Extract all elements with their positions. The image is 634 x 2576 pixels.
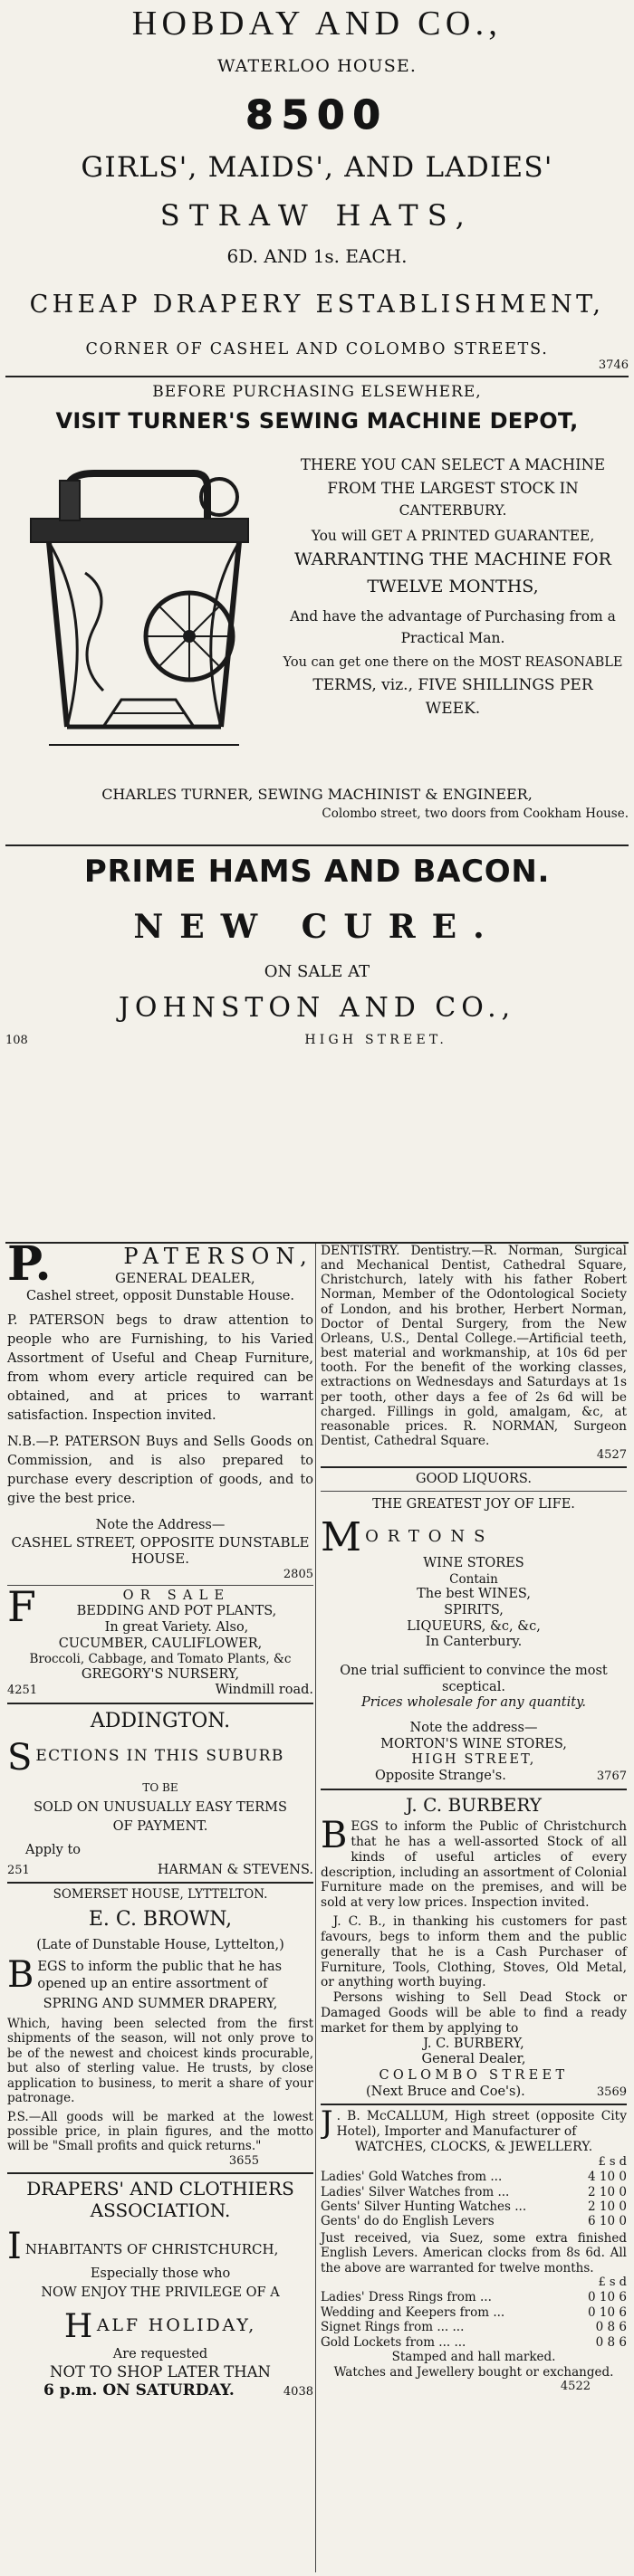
turner-sig: CHARLES TURNER, SEWING MACHINIST & ENGINEER, (101, 786, 533, 803)
price-row (321, 2170, 627, 2184)
burbery-street: COLOMBO STREET (379, 2068, 569, 2084)
brown-drapery: SPRING AND SUMMER DRAPERY, (43, 1997, 278, 2012)
turner-advert (5, 383, 629, 841)
addington-advert (7, 1710, 313, 1878)
drapers-line: Especially those who (90, 2266, 231, 2281)
hobday-advert (5, 4, 629, 372)
dentistry-advert (321, 1244, 627, 1463)
newspaper-page (0, 4, 634, 2576)
burbery-name: J. C. BURBERY (405, 1793, 543, 1816)
mortons-note: Note the address— (409, 1720, 538, 1735)
mortons-stores: WINE STORES (423, 1556, 524, 1571)
forsale-advert (7, 1589, 313, 1700)
addington-title: ADDINGTON. (90, 1710, 231, 1733)
addington-line: ECTIONS IN THIS SUBURB (35, 1746, 284, 1765)
price-value: 0 8 6 (595, 2320, 627, 2335)
mortons-name: ORTONS (365, 1527, 495, 1547)
turner-line: TWELVE MONTHS, (367, 576, 539, 596)
divider (7, 1703, 313, 1704)
mortons-addr: MORTON'S WINE STORES, (380, 1736, 567, 1751)
hobday-price: 6D. AND 1s. EACH. (226, 245, 408, 267)
forsale-nursery: GREGORY'S NURSERY, (81, 1666, 240, 1682)
burbery-cap: B (321, 1819, 348, 1857)
divider (7, 1585, 313, 1586)
drapers-line: ALF HOLIDAY, (96, 2315, 257, 2336)
forsale-line: In great Variety. Also, (104, 1619, 249, 1635)
mccallum-head: £ s d (598, 2155, 627, 2170)
price-value: 2 10 0 (588, 2199, 627, 2214)
turner-line: TERMS, viz., FIVE SHILLINGS PER (312, 675, 593, 694)
paterson-body: P. PATERSON begs to draw attention to people who are Furnishing, to his Varied Assortment of Useful and Cheap Furniture, from whom every article required can be obtained, and at prices to warrant satisfaction. Inspection invited. (7, 1313, 313, 1424)
price-item: Gold Lockets from ... ... (321, 2334, 466, 2350)
brown-body: EGS to inform the public that he has opened up an entire assortment of (37, 1960, 283, 1992)
addington-apply: Apply to (25, 1842, 82, 1857)
paterson-note: Note the Address— (95, 1518, 226, 1533)
drapers-line: Are requested (112, 2347, 208, 2362)
drapers-line: NOW ENJOY THE PRIVILEGE OF A (41, 2285, 280, 2301)
divider (5, 376, 629, 377)
price-item: Gents' do do English Levers (321, 2214, 495, 2229)
price-row (321, 2214, 627, 2228)
price-row (321, 2305, 627, 2320)
turner-before: BEFORE PURCHASING ELSEWHERE, (152, 383, 482, 401)
mortons-joy: THE GREATEST JOY OF LIFE. (372, 1496, 575, 1512)
forsale-cap: F (7, 1588, 36, 1631)
mortons-spirits: SPIRITS, (444, 1602, 504, 1617)
hams-ref: 108 (5, 1034, 28, 1047)
column-rule (315, 1244, 316, 2572)
addington-line: SOLD ON UNUSUALLY EASY TERMS (34, 1799, 287, 1815)
brown-advert (7, 1887, 313, 2168)
mortons-advert (321, 1472, 627, 1785)
divider (7, 2172, 313, 2174)
drapers-hcap: H (63, 2308, 93, 2346)
price-item: Gents' Silver Hunting Watches ... (321, 2199, 527, 2214)
mccallum-advert (321, 2109, 627, 2393)
divider (321, 1466, 627, 1468)
brown-cap: B (7, 1959, 34, 1994)
turner-line: THERE YOU CAN SELECT A MACHINE (300, 456, 606, 473)
forsale-line: BEDDING AND POT PLANTS, (76, 1604, 277, 1619)
divider (5, 844, 629, 846)
drapers-title: DRAPERS' AND CLOTHIERS ASSOCIATION. (26, 2177, 294, 2221)
hobday-house: WATERLOO HOUSE. (216, 56, 418, 76)
price-item: Ladies' Dress Rings from ... (321, 2290, 492, 2305)
burbery-body3: Persons wishing to Sell Dead Stock or Damaged Goods will be able to find a ready market for them by applying to (321, 1990, 627, 2036)
mccallum-stamped: Stamped and hall marked. (391, 2350, 556, 2365)
paterson-cap: P. (7, 1244, 52, 1287)
price-row (321, 2335, 627, 2350)
turner-line: And have the advantage of Purchasing from a (290, 608, 616, 625)
turner-text (277, 453, 629, 720)
hams-street: HIGH STREET. (304, 1033, 447, 1047)
turner-headline: VISIT TURNER'S SEWING MACHINE DEPOT, (55, 408, 579, 434)
drapers-line: NOT TO SHOP LATER THAN (50, 2362, 271, 2380)
brown-body2: Which, having been selected from the first shipments of the season, will not only prove to be of the newest and choicest kinds procurable, but also of sterling value. He trusts, by close application to business, to merit a share of your patronage. (7, 2016, 313, 2106)
burbery-dealer: General Dealer, (421, 2052, 526, 2067)
paterson-ref: 2805 (283, 1567, 313, 1581)
brown-ref: 3655 (228, 2153, 259, 2168)
price-item: Wedding and Keepers from ... (321, 2304, 505, 2320)
hams-firm: JOHNSTON AND CO., (118, 992, 516, 1024)
mortons-cant: In Canterbury. (425, 1635, 523, 1650)
divider (321, 1491, 627, 1492)
divider (321, 1789, 627, 1790)
price-row (321, 2320, 627, 2334)
burbery-body: EGS to inform the Public of Christchurch that he has a well-assorted Stock of all kinds of useful articles of every description, including an assortment of Colonial Furniture made on the premises, and will be sold at very low prices. Inspection invited. (321, 1819, 627, 1911)
forsale-footer (7, 1683, 313, 1699)
turner-line: WEEK. (425, 699, 481, 718)
addington-ref: 251 (7, 1863, 30, 1877)
price-row (321, 2185, 627, 2199)
addington-firm: HARMAN & STEVENS. (157, 1862, 313, 1877)
mortons-contain: Contain (449, 1571, 498, 1587)
sewing-machine-illustration (13, 455, 275, 776)
mccallum-repair: Watches and Jewellery bought or exchanged. (333, 2364, 614, 2380)
drapers-cap: I (7, 2229, 22, 2263)
divider (7, 1882, 313, 1884)
drapers-line: 6 p.m. ON SATURDAY. (43, 2380, 235, 2399)
dentistry-ref: 4527 (596, 1448, 627, 1463)
mortons-cap: M (321, 1520, 362, 1557)
burbery-advert (321, 1794, 627, 2101)
addington-footer (7, 1863, 313, 1879)
drapers-advert (7, 2178, 313, 2400)
paterson-name: PATERSON, (123, 1244, 313, 1269)
mortons-ref: 3767 (596, 1770, 627, 1784)
turner-line: CANTERBURY. (399, 502, 507, 520)
addington-line: OF PAYMENT. (112, 1819, 208, 1835)
brown-late: (Late of Dunstable House, Lyttelton,) (36, 1937, 284, 1952)
forsale-line: Broccoli, Cabbage, and Tomato Plants, &c (29, 1652, 292, 1667)
burbery-footer (321, 2085, 627, 2101)
price-value: 0 8 6 (595, 2334, 627, 2350)
divider (321, 2104, 627, 2105)
hobday-line2: STRAW HATS, (159, 198, 475, 233)
turner-line: FROM THE LARGEST STOCK IN (327, 479, 579, 497)
forsale-head: OR SALE (122, 1588, 231, 1603)
price-value: 0 10 6 (588, 2290, 627, 2305)
dentistry-body: DENTISTRY. Dentistry.—R. Norman, Surgical and Mechanical Dentist, Cathedral Square, Christchurch, lately with his father Robert Norman, Member of the Odontological Society of London, and his brother, Herbert Norman, Doctor of Dental Surgery, from the New Orleans, U.S., Dental College.—Artificial teeth, best material and workmanship, at 10s 6d per tooth. For the benefit of the working classes, extractions on Wednesdays and Saturdays at 1s per tooth, other days a fee of 2s 6d will be charged. Fillings in gold, amalgam, &c, at reasonable prices. R. NORMAN, Surgeon Dentist, Cathedral Square. (321, 1244, 627, 1449)
brown-name: E. C. BROWN, (88, 1907, 233, 1931)
mccallum-head: £ s d (598, 2275, 627, 2290)
burbery-ref: 3569 (596, 2085, 627, 2099)
drapers-ref: 4038 (283, 2384, 313, 2399)
right-column (321, 1244, 627, 2394)
hams-footer (5, 1033, 629, 1047)
paterson-advert (7, 1244, 313, 1582)
drapers-line: NHABITANTS OF CHRISTCHURCH, (24, 2240, 279, 2257)
addington-cap: S (7, 1741, 33, 1774)
hobday-title: HOBDAY AND CO., (131, 5, 503, 43)
mccallum-intro: . B. McCALLUM, High street (opposite City Hotel), Importer and Manufacturer of (336, 2109, 627, 2140)
mccallum-note: Just received, via Suez, some extra finished English Levers. American clocks from 8s 6d. All the above are warranted for twelve months. (321, 2230, 627, 2275)
hobday-ref: 3746 (598, 358, 629, 372)
paterson-address: Cashel street, opposit Dunstable House. (26, 1288, 294, 1303)
turner-line: Practical Man. (400, 630, 505, 647)
mortons-prices: Prices wholesale for any quantity. (361, 1695, 586, 1711)
mortons-liqueurs: LIQUEURS, &c, &c, (407, 1618, 541, 1634)
price-row (321, 2290, 627, 2304)
price-value: 4 10 0 (588, 2170, 627, 2185)
mccallum-ref: 4522 (560, 2380, 591, 2394)
mortons-addr: HIGH STREET, (411, 1752, 536, 1768)
ring-price-table (321, 2290, 627, 2350)
price-item: Ladies' Gold Watches from ... (321, 2170, 503, 2185)
turner-address: Colombo street, two doors from Cookham House. (322, 806, 629, 821)
turner-line: You can get one there on the MOST REASONABLE (283, 655, 623, 671)
paterson-nb: N.B.—P. PATERSON Buys and Sells Goods on Commission, and is also prepared to purchase every description of goods, and to give the best price. (7, 1435, 313, 1507)
addington-line: TO BE (142, 1780, 178, 1794)
mortons-trial: One trial sufficient to convince the most sceptical. (340, 1663, 608, 1694)
hobday-line1: GIRLS', MAIDS', AND LADIES' (81, 151, 553, 184)
left-column (7, 1244, 313, 2400)
hams-newcure: NEW CURE. (133, 908, 501, 946)
paterson-street: CASHEL STREET, OPPOSITE DUNSTABLE HOUSE. (11, 1534, 310, 1568)
mccallum-title: WATCHES, CLOCKS, & JEWELLERY. (354, 2140, 593, 2155)
price-value: 0 10 6 (588, 2304, 627, 2320)
forsale-line: CUCUMBER, CAULIFLOWER, (58, 1636, 263, 1651)
hobday-corner: CORNER OF CASHEL AND COLOMBO STREETS. (85, 340, 549, 358)
price-row (321, 2199, 627, 2214)
price-item: Signet Rings from ... ... (321, 2320, 465, 2335)
paterson-dealer: GENERAL DEALER, (114, 1270, 255, 1287)
brown-ps: P.S.—All goods will be marked at the lowest possible price, in plain figures, and the motto will be "Small profits and quick returns." (7, 2109, 313, 2154)
burbery-sig: J. C. BURBERY, (423, 2036, 524, 2051)
sewing-machine-icon (13, 455, 275, 772)
price-value: 2 10 0 (588, 2184, 627, 2199)
hams-advert (5, 854, 629, 1047)
hobday-cheap: CHEAP DRAPERY ESTABLISHMENT, (29, 291, 605, 319)
price-value: 6 10 0 (588, 2214, 627, 2229)
watch-price-table (321, 2170, 627, 2229)
mortons-best: The best WINES, (417, 1587, 531, 1602)
forsale-ref: 4251 (7, 1684, 38, 1698)
turner-line: WARRANTING THE MACHINE FOR (294, 549, 611, 570)
hobday-count: 8500 (245, 92, 389, 138)
brown-house: SOMERSET HOUSE, LYTTELTON. (53, 1887, 268, 1903)
price-item: Ladies' Silver Watches from ... (321, 2184, 510, 2199)
forsale-road: Windmill road. (215, 1683, 313, 1698)
mortons-opp: Opposite Strange's. (375, 1769, 506, 1784)
turner-signature (5, 786, 629, 821)
hams-headline: PRIME HAMS AND BACON. (83, 854, 551, 890)
burbery-near: (Next Bruce and Coe's). (366, 2084, 525, 2099)
drapers-footer (7, 2381, 313, 2400)
mortons-footer (321, 1769, 627, 1785)
mccallum-cap: J (321, 2109, 333, 2141)
hams-onsale: ON SALE AT (264, 962, 370, 981)
mortons-good: GOOD LIQUORS. (416, 1472, 532, 1487)
turner-line: You will GET A PRINTED GUARANTEE, (311, 528, 595, 545)
burbery-body2: J. C. B., in thanking his customers for past favours, begs to inform them and the public generally that he is a Cash Purchaser of Furniture, Tools, Clothing, Stoves, Old Metal, or anything worth buying. (321, 1914, 627, 1990)
